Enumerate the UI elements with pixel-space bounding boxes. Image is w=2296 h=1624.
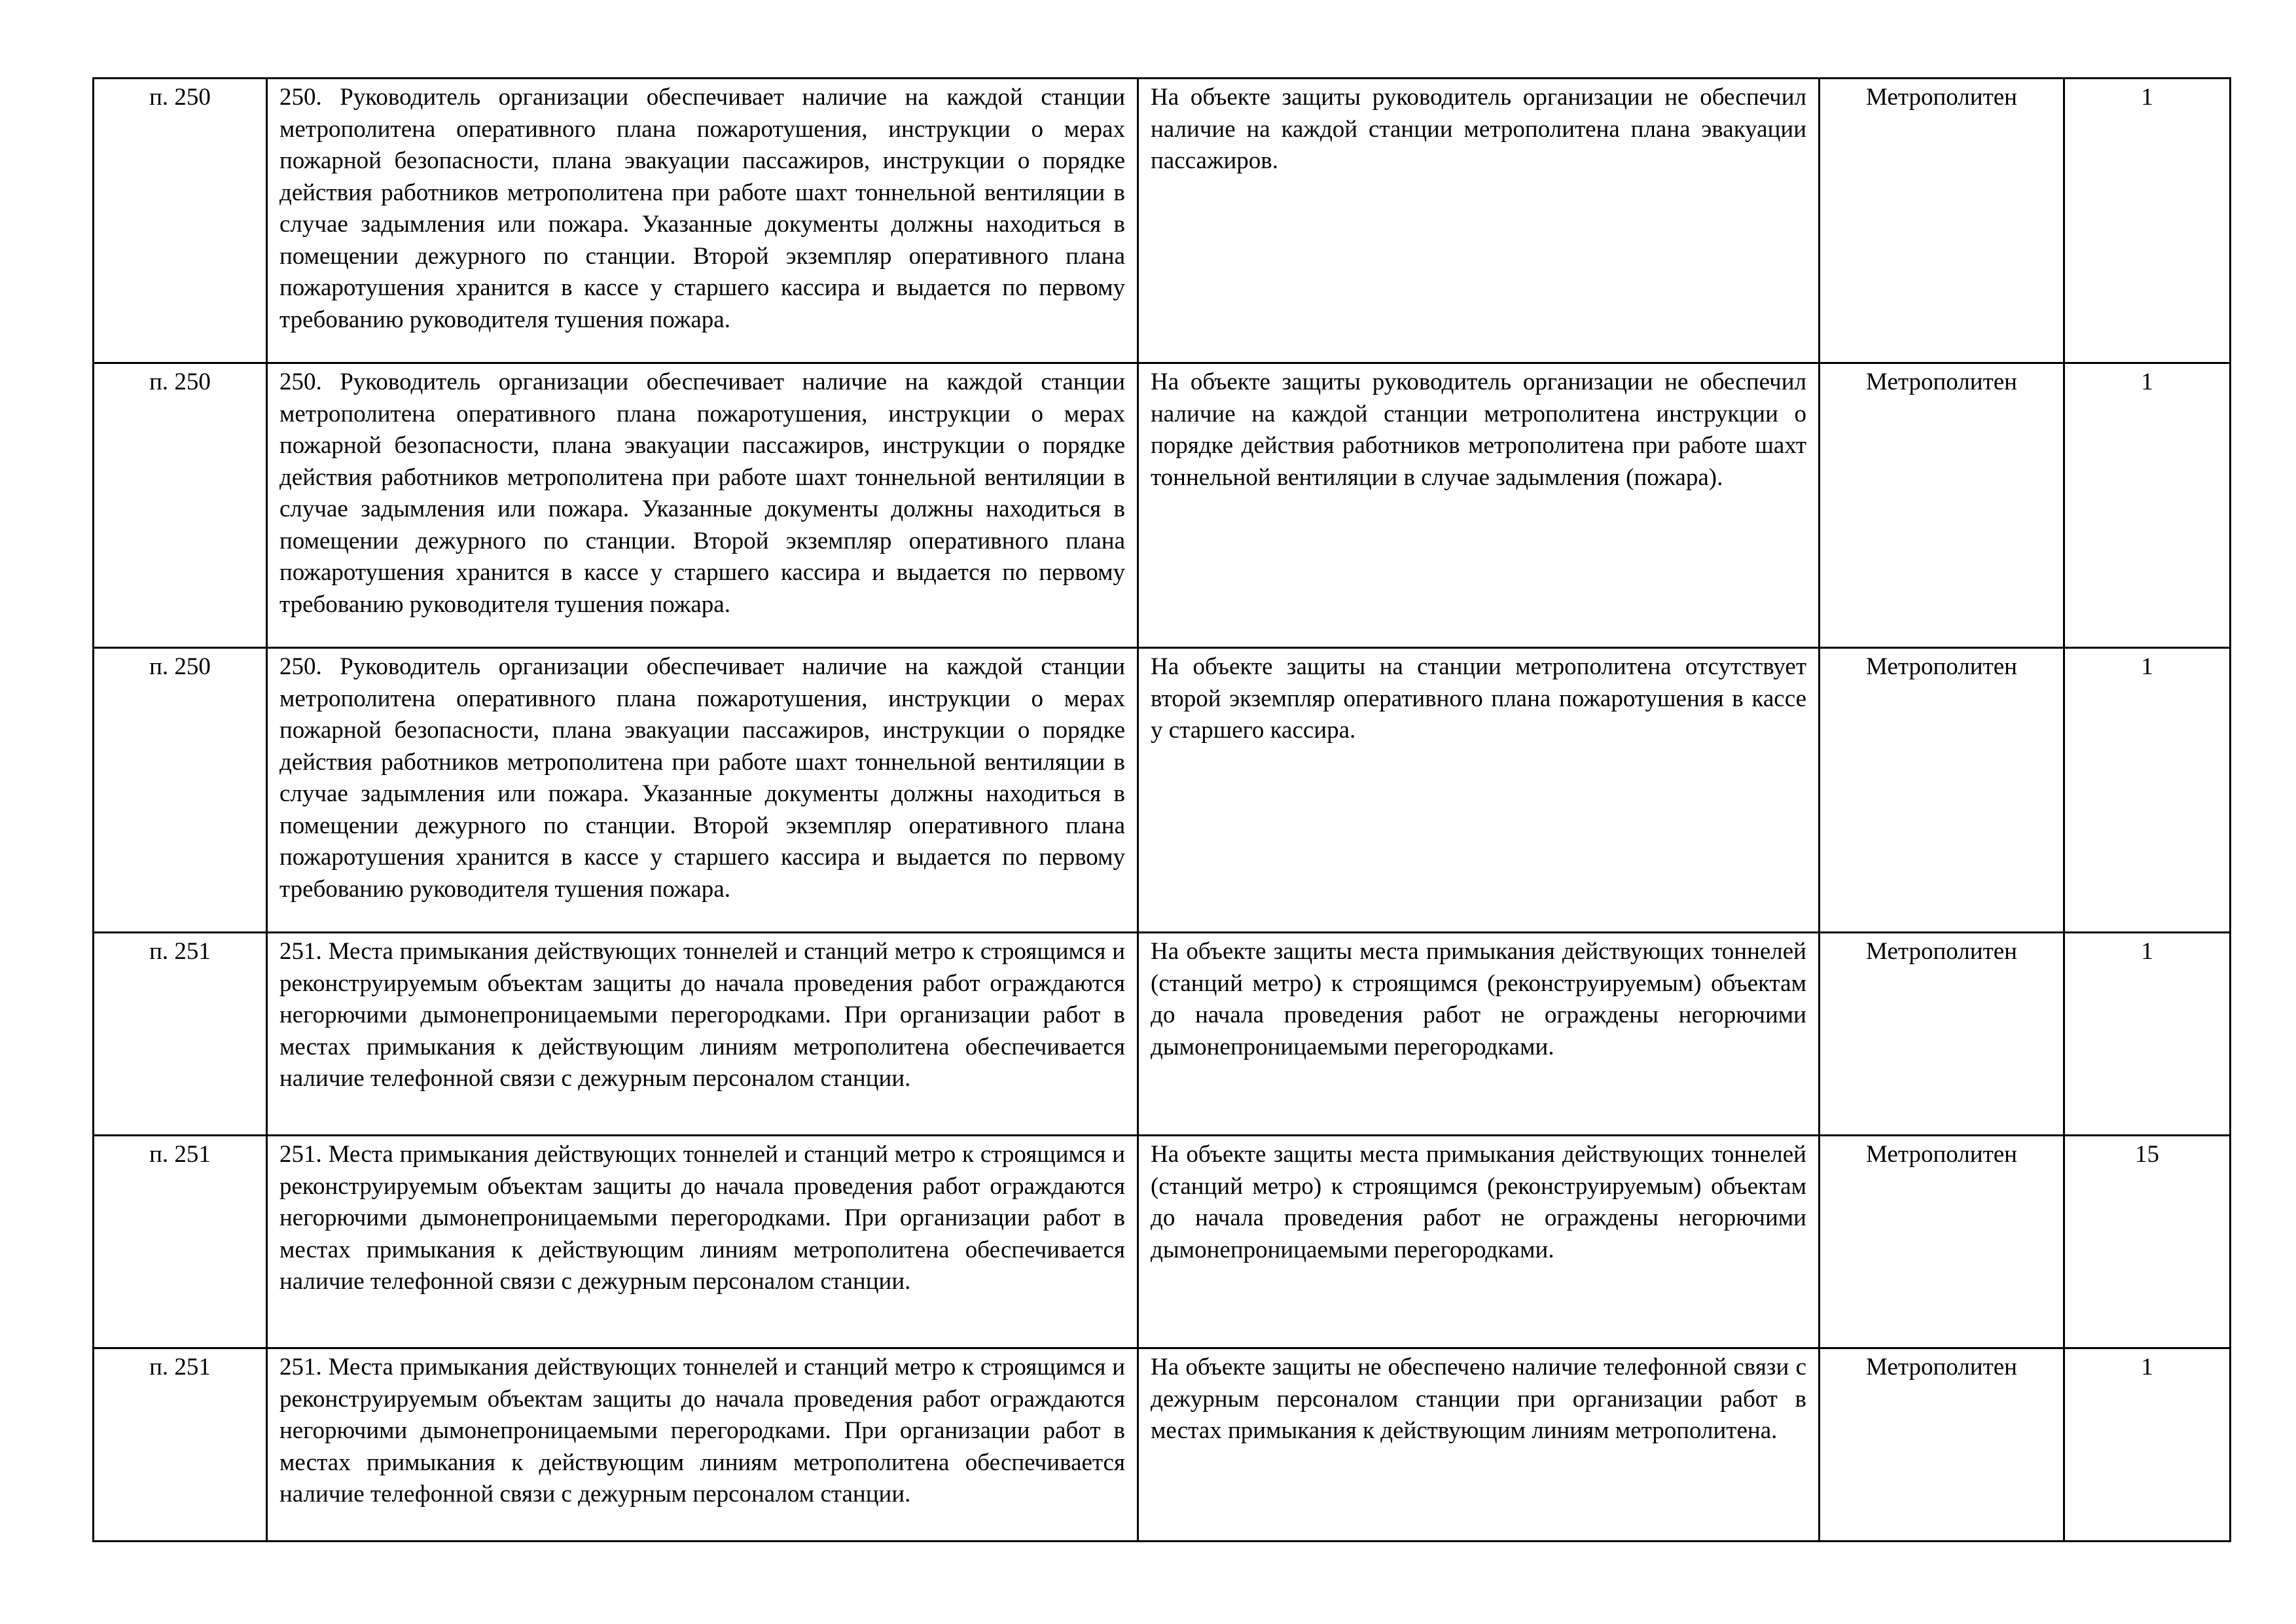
count-cell xyxy=(2064,79,2231,363)
clause-ref-cell xyxy=(94,1136,267,1348)
violation-count: 1 xyxy=(2141,1354,2153,1380)
violation-count: 1 xyxy=(2141,938,2153,965)
clause-ref: п. 251 xyxy=(149,1354,211,1380)
object-type: Метрополитен xyxy=(1866,938,2017,965)
requirement-cell xyxy=(267,933,1138,1136)
table-row xyxy=(94,933,2231,1136)
table-row xyxy=(94,648,2231,933)
clause-ref-cell xyxy=(94,363,267,648)
table-row xyxy=(94,79,2231,363)
violation-count: 1 xyxy=(2141,653,2153,680)
violation-cell xyxy=(1138,933,1820,1136)
count-cell xyxy=(2064,933,2231,1136)
requirement-cell xyxy=(267,1136,1138,1348)
violation-count: 1 xyxy=(2141,369,2153,395)
violation-cell xyxy=(1138,1136,1820,1348)
requirement-cell xyxy=(267,363,1138,648)
violation-text: На объекте защиты места примыкания действующих тоннелей (станций метро) к строящимся (реконструируемым) объектам до начала проведения работ не ограждены негорючими дымонепроницаемыми перегородками. xyxy=(1151,938,1806,1060)
table-row xyxy=(94,1136,2231,1348)
violation-count: 15 xyxy=(2135,1141,2159,1168)
object-cell xyxy=(1820,363,2064,648)
object-cell xyxy=(1820,79,2064,363)
object-type: Метрополитен xyxy=(1866,1354,2017,1380)
count-cell xyxy=(2064,1136,2231,1348)
violation-cell xyxy=(1138,363,1820,648)
clause-ref: п. 250 xyxy=(149,84,211,111)
requirement-cell xyxy=(267,1348,1138,1542)
violation-text: На объекте защиты на станции метрополитена отсутствует второй экземпляр оперативного плана пожаротушения в кассе у старшего кассира. xyxy=(1151,653,1806,744)
violations-table xyxy=(92,77,2231,1542)
clause-ref: п. 251 xyxy=(149,1141,211,1168)
violation-cell xyxy=(1138,79,1820,363)
object-cell xyxy=(1820,1348,2064,1542)
requirement-text: 250. Руководитель организации обеспечивает наличие на каждой станции метрополитена оперативного плана пожаротушения, инструкции о мерах пожарной безопасности, плана эвакуации пассажиров, инструкции о порядке действия работников метрополитена при работе шахт тоннельной вентиляции в случае задымления или пожара. Указанные документы должны находиться в помещении дежурного по станции. Второй экземпляр оперативного плана пожаротушения хранится в кассе у старшего кассира и выдается по первому требованию руководителя тушения пожара. xyxy=(279,84,1125,333)
clause-ref: п. 251 xyxy=(149,938,211,965)
violation-cell xyxy=(1138,648,1820,933)
violation-cell xyxy=(1138,1348,1820,1542)
clause-ref: п. 250 xyxy=(149,369,211,395)
object-type: Метрополитен xyxy=(1866,1141,2017,1168)
violation-text: На объекте защиты не обеспечено наличие телефонной связи с дежурным персоналом станции при организации работ в местах примыкания к действующим линиям метрополитена. xyxy=(1151,1354,1806,1444)
object-cell xyxy=(1820,648,2064,933)
violation-text: На объекте защиты руководитель организации не обеспечил наличие на каждой станции метрополитена инструкции о порядке действия работников метрополитена при работе шахт тоннельной вентиляции в случае задымления (пожара). xyxy=(1151,369,1806,491)
object-cell xyxy=(1820,933,2064,1136)
requirement-text: 250. Руководитель организации обеспечивает наличие на каждой станции метрополитена оперативного плана пожаротушения, инструкции о мерах пожарной безопасности, плана эвакуации пассажиров, инструкции о порядке действия работников метрополитена при работе шахт тоннельной вентиляции в случае задымления или пожара. Указанные документы должны находиться в помещении дежурного по станции. Второй экземпляр оперативного плана пожаротушения хранится в кассе у старшего кассира и выдается по первому требованию руководителя тушения пожара. xyxy=(279,653,1125,903)
object-type: Метрополитен xyxy=(1866,84,2017,111)
violation-count: 1 xyxy=(2141,84,2153,111)
requirement-text: 251. Места примыкания действующих тоннелей и станций метро к строящимся и реконструируемым объектам защиты до начала проведения работ ограждаются негорючими дымонепроницаемыми перегородками. При организации работ в местах примыкания к действующим линиям метрополитена обеспечивается наличие телефонной связи с дежурным персоналом станции. xyxy=(279,1141,1125,1295)
count-cell xyxy=(2064,1348,2231,1542)
violation-text: На объекте защиты руководитель организации не обеспечил наличие на каждой станции метрополитена плана эвакуации пассажиров. xyxy=(1151,84,1806,174)
requirement-cell xyxy=(267,79,1138,363)
count-cell xyxy=(2064,648,2231,933)
clause-ref-cell xyxy=(94,79,267,363)
clause-ref-cell xyxy=(94,933,267,1136)
requirement-text: 251. Места примыкания действующих тоннелей и станций метро к строящимся и реконструируемым объектам защиты до начала проведения работ ограждаются негорючими дымонепроницаемыми перегородками. При организации работ в местах примыкания к действующим линиям метрополитена обеспечивается наличие телефонной связи с дежурным персоналом станции. xyxy=(279,938,1125,1092)
object-cell xyxy=(1820,1136,2064,1348)
clause-ref: п. 250 xyxy=(149,653,211,680)
requirement-text: 250. Руководитель организации обеспечивает наличие на каждой станции метрополитена оперативного плана пожаротушения, инструкции о мерах пожарной безопасности, плана эвакуации пассажиров, инструкции о порядке действия работников метрополитена при работе шахт тоннельной вентиляции в случае задымления или пожара. Указанные документы должны находиться в помещении дежурного по станции. Второй экземпляр оперативного плана пожаротушения хранится в кассе у старшего кассира и выдается по первому требованию руководителя тушения пожара. xyxy=(279,369,1125,618)
requirement-cell xyxy=(267,648,1138,933)
table-row xyxy=(94,363,2231,648)
object-type: Метрополитен xyxy=(1866,653,2017,680)
clause-ref-cell xyxy=(94,648,267,933)
clause-ref-cell xyxy=(94,1348,267,1542)
requirement-text: 251. Места примыкания действующих тоннелей и станций метро к строящимся и реконструируемым объектам защиты до начала проведения работ ограждаются негорючими дымонепроницаемыми перегородками. При организации работ в местах примыкания к действующим линиям метрополитена обеспечивается наличие телефонной связи с дежурным персоналом станции. xyxy=(279,1354,1125,1507)
table-row xyxy=(94,1348,2231,1542)
count-cell xyxy=(2064,363,2231,648)
object-type: Метрополитен xyxy=(1866,369,2017,395)
violation-text: На объекте защиты места примыкания действующих тоннелей (станций метро) к строящимся (реконструируемым) объектам до начала проведения работ не ограждены негорючими дымонепроницаемыми перегородками. xyxy=(1151,1141,1806,1263)
